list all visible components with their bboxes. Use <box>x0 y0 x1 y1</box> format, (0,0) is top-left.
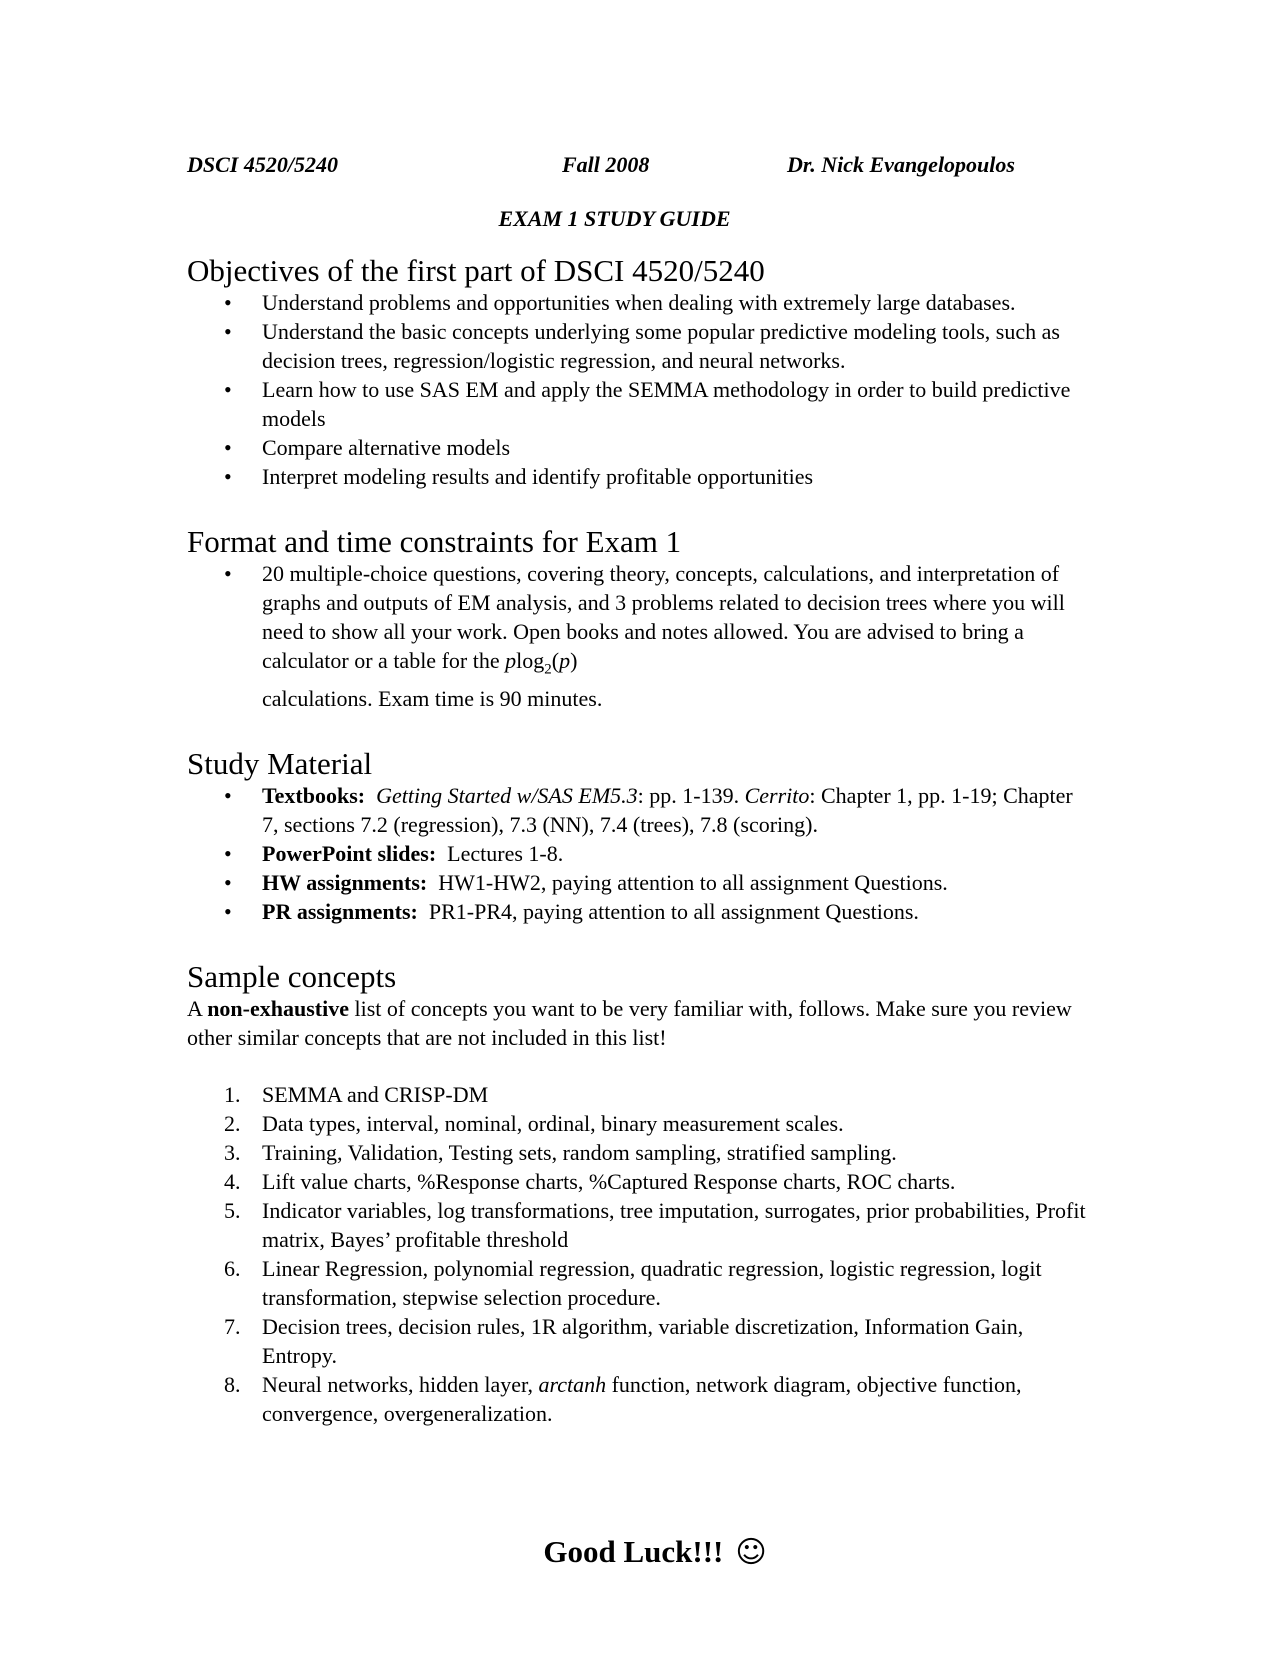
pr-item <box>187 897 1092 926</box>
format-item <box>187 559 1092 713</box>
concepts-list <box>187 1080 1092 1428</box>
powerpoint-item <box>187 839 1092 868</box>
concept-item <box>187 1109 1092 1138</box>
textbooks-label: Textbooks: <box>262 783 366 809</box>
concept-item <box>187 1138 1092 1167</box>
objectives-heading: Objectives of the first part of DSCI 4520/5240 <box>187 253 765 288</box>
closing-message <box>0 1532 1280 1573</box>
intro-start: A <box>187 996 208 1022</box>
concept-number: 2. <box>224 1111 241 1137</box>
hw-label: HW assignments: <box>262 870 428 896</box>
format-heading: Format and time constraints for Exam 1 <box>187 524 682 559</box>
concept-emphasis: arctanh <box>538 1372 607 1398</box>
formula-open-paren: ( <box>551 648 560 673</box>
formula-log: log <box>516 648 545 673</box>
concept-number: 5. <box>224 1198 241 1224</box>
study-guide-page <box>187 150 1092 1428</box>
term: Fall 2008 <box>562 152 650 177</box>
concept-item <box>187 1080 1092 1109</box>
concept-text: Indicator variables, log transformations, tree imputation, surrogates, prior probabilities, Profit matrix, Bayes’ profitable threshold <box>262 1198 1086 1253</box>
study-material-list <box>187 781 1092 926</box>
sample-concepts-heading: Sample concepts <box>187 959 397 995</box>
concept-text: Data types, interval, nominal, ordinal, binary measurement scales. <box>262 1111 844 1137</box>
concept-number: 6. <box>224 1256 241 1282</box>
objective-item: • Understand the basic concepts underlying some popular predictive modeling tools, such as decision trees, regression/logistic regression, and neural networks. <box>187 317 1092 375</box>
concept-number: 4. <box>224 1169 241 1195</box>
formula-p: p <box>505 648 517 673</box>
hw-text: HW1-HW2, paying attention to all assignment Questions. <box>438 870 948 896</box>
hw-item <box>187 868 1092 897</box>
concept-text: Decision trees, decision rules, 1R algorithm, variable discretization, Information Gain, Entropy. <box>262 1314 1024 1369</box>
study-material-heading: Study Material <box>187 746 373 782</box>
textbook-chapters: : Chapter 1, pp. 1-19; Chapter 7, sections 7.2 (regression), 7.3 (NN), 7.4 (trees), 7.8 (scoring). <box>262 783 1073 838</box>
textbook-title: Getting Started w/SAS EM5.3 <box>376 783 638 809</box>
concept-item <box>187 1196 1092 1254</box>
textbook-pages: : pp. 1-139. <box>637 783 745 809</box>
pr-text: PR1-PR4, paying attention to all assignment Questions. <box>428 899 919 925</box>
intro-rest: list of concepts you want to be very familiar with, follows. Make sure you review other similar concepts that are not included in this list! <box>187 996 1072 1051</box>
concept-number: 8. <box>224 1372 241 1398</box>
objectives-list <box>187 288 1092 491</box>
format-list <box>187 559 1092 713</box>
powerpoint-text: Lectures 1-8. <box>447 841 564 867</box>
concept-item <box>187 1312 1092 1370</box>
objective-item: • Compare alternative models <box>187 433 1092 462</box>
textbook-author: Cerrito <box>744 783 810 809</box>
format-text-end: calculations. Exam time is 90 minutes. <box>262 686 603 712</box>
smiley-icon: ☺ <box>735 1535 767 1570</box>
document-title: EXAM 1 STUDY GUIDE <box>498 206 731 231</box>
concept-text-rest: function, network diagram, objective function, convergence, overgeneralization. <box>262 1372 1022 1427</box>
instructor-name: Dr. Nick Evangelopoulos <box>787 152 1015 177</box>
concept-text: Neural networks, hidden layer, <box>262 1372 539 1398</box>
good-luck-text: Good Luck!!! <box>543 1534 724 1569</box>
concept-text: Training, Validation, Testing sets, random sampling, stratified sampling. <box>262 1140 897 1166</box>
formula-argument: p <box>559 648 571 673</box>
format-text: 20 multiple-choice questions, covering theory, concepts, calculations, and interpretation of graphs and outputs of EM analysis, and 3 problems related to decision trees where you will need to show all your work. Open books and notes allowed. You are advised to bring a calculator or a table for the <box>262 561 1065 673</box>
intro-emphasis: non-exhaustive <box>207 996 349 1022</box>
concept-text: Lift value charts, %Response charts, %Captured Response charts, ROC charts. <box>262 1169 956 1195</box>
textbooks-item <box>187 781 1092 839</box>
concept-item <box>187 1254 1092 1312</box>
concept-text: SEMMA and CRISP-DM <box>262 1082 489 1108</box>
concept-text: Linear Regression, polynomial regression, quadratic regression, logistic regression, logit transformation, stepwise selection procedure. <box>262 1256 1042 1311</box>
concept-number: 1. <box>224 1082 241 1108</box>
concepts-intro <box>187 994 1092 1052</box>
concept-number: 7. <box>224 1314 241 1340</box>
formula-subscript: 2 <box>544 661 552 678</box>
pr-label: PR assignments: <box>262 899 418 925</box>
concept-item <box>187 1370 1092 1428</box>
concept-item <box>187 1167 1092 1196</box>
concept-number: 3. <box>224 1140 241 1166</box>
formula-close-paren: ) <box>570 648 578 673</box>
document-header <box>187 150 1092 180</box>
course-code: DSCI 4520/5240 <box>187 152 338 177</box>
powerpoint-label: PowerPoint slides: <box>262 841 437 867</box>
objective-item: • Understand problems and opportunities when dealing with extremely large databases. <box>187 288 1092 317</box>
objective-item: • Interpret modeling results and identify profitable opportunities <box>187 462 1092 491</box>
objective-item: • Learn how to use SAS EM and apply the SEMMA methodology in order to build predictive models <box>187 375 1092 433</box>
